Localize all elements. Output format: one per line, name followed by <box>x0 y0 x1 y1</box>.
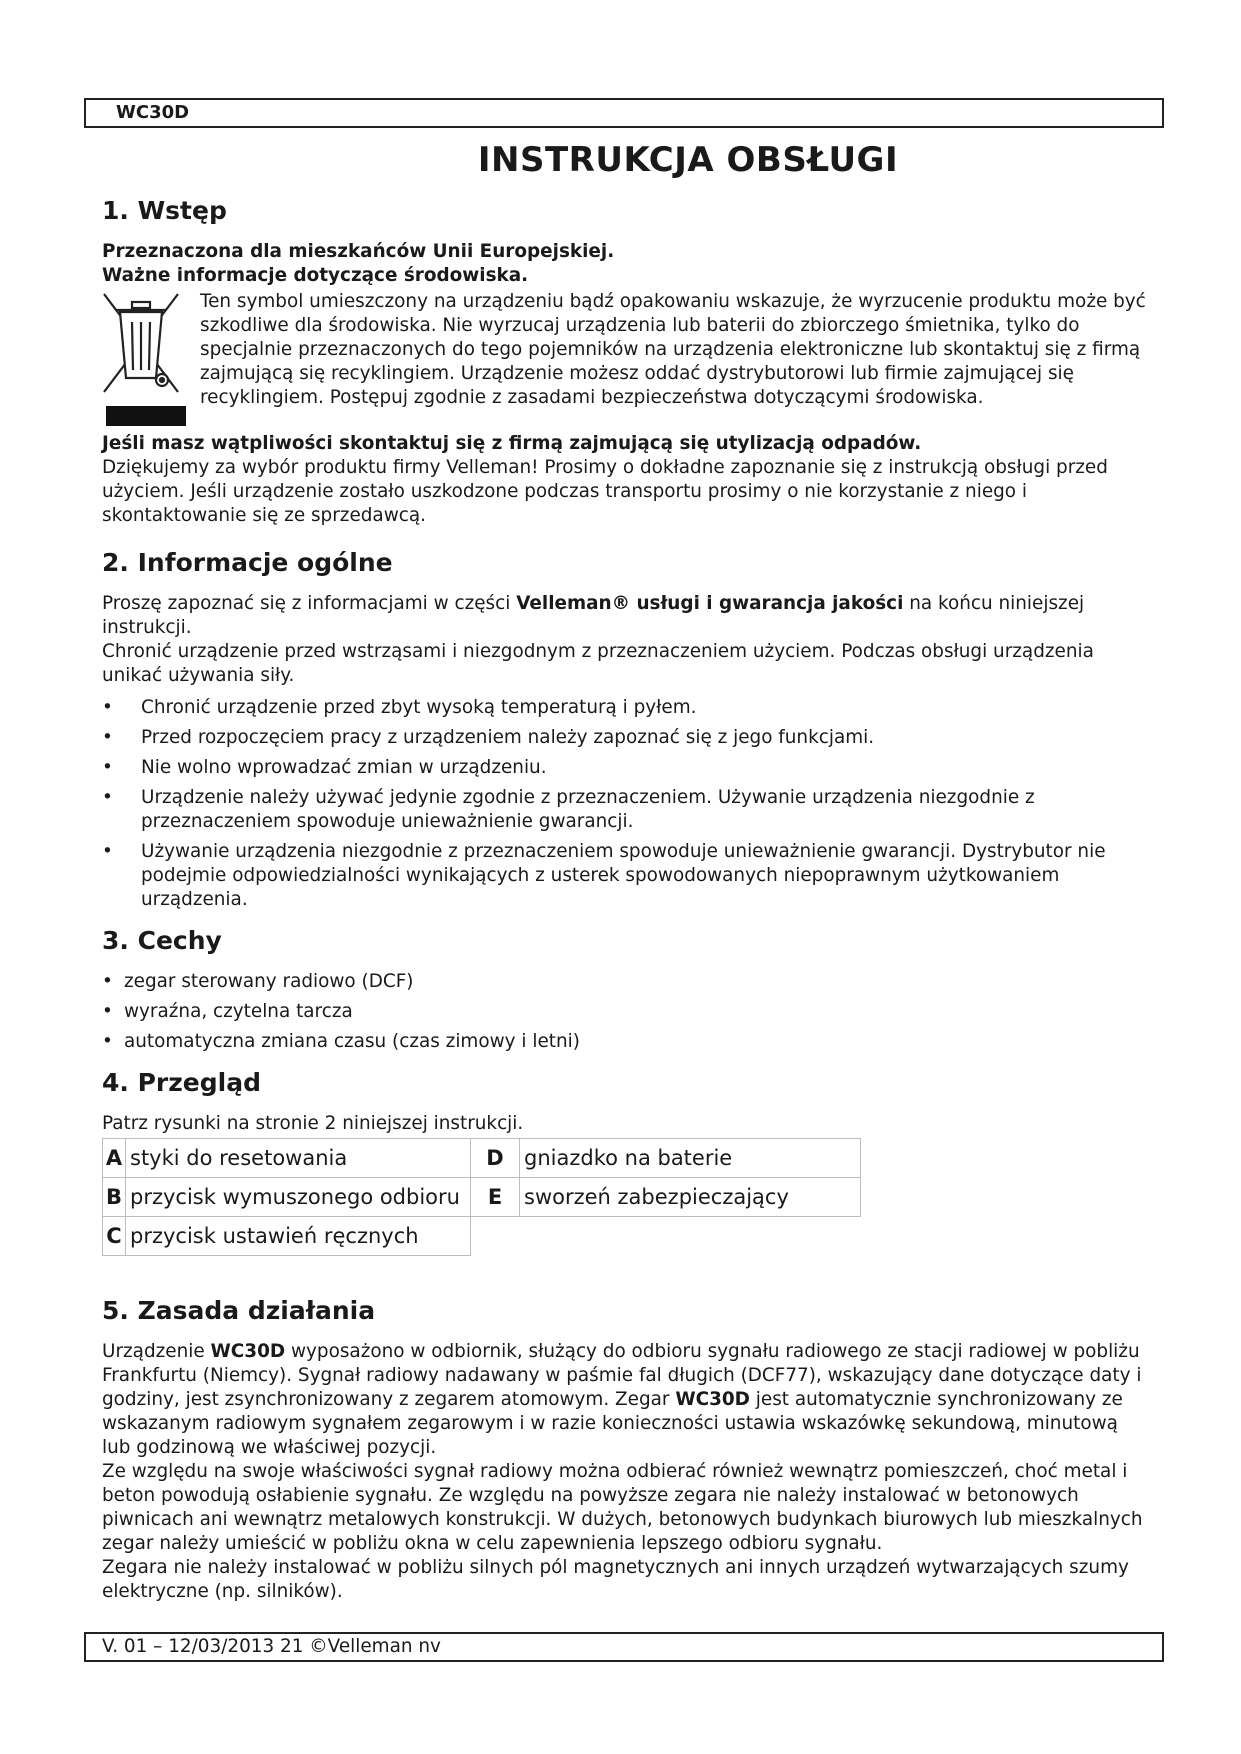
eu-notice: Przeznaczona dla mieszkańców Unii Europejskiej. <box>102 241 615 262</box>
section-heading-operation: 5. Zasada działania <box>102 1296 376 1325</box>
disposal-contact-notice: Jeśli masz wątpliwości skontaktuj się z firmą zajmującą się utylizacją odpadów. <box>102 433 922 454</box>
general-p1-tail: na końcu niniejszej instrukcji. <box>102 593 1085 638</box>
footer-version: V. 01 – 12/03/2013 21 ©Velleman nv <box>102 1636 441 1657</box>
weee-block <box>102 290 1152 432</box>
model-name: WC30D <box>210 1341 286 1362</box>
part-label: przycisk wymuszonego odbioru <box>126 1178 471 1217</box>
features-list <box>102 970 1152 1054</box>
list-item: • wyraźna, czytelna tarcza <box>102 1000 1152 1024</box>
weee-text: Ten symbol umieszczony na urządzeniu bądź opakowaniu wskazuje, że wyrzucenie produktu może być szkodliwe dla środowiska. Nie wyrzucaj urządzenia lub baterii do zbiorczego śmietnika, tylko do specjalnie przeznaczonych do tego pojemników na urządzenia elektroniczne lub skontaktuj się z firmą zajmującą się recyklingiem. Urządzenie możesz oddać dystrybutorowi lub firmie zajmującej się recyklingiem. Postępuj zgodnie z zasadami bezpieczeństwa dotyczącymi środowiska. <box>200 291 1146 408</box>
part-label: gniazdko na baterie <box>520 1139 861 1178</box>
operation-p1-a: Urządzenie <box>102 1341 211 1362</box>
warranty-reference: Velleman® usługi i gwarancja jakości <box>516 593 904 614</box>
parts-table <box>102 1138 861 1256</box>
section-heading-features: 3. Cechy <box>102 926 222 955</box>
general-bullet-list <box>102 696 1152 912</box>
table-row <box>103 1178 861 1217</box>
operation-p1-b: wyposażono w odbiornik, służący do odbioru sygnału radiowego ze stacji radiowej w pobliżu Frankfurtu (Niemcy). Sygnał radiowy nadawany w paśmie fal długich (DCF77), wskazujący dane dotyczące daty i godziny, jest zsynchronizowany z zegarem atomowym. Zegar <box>102 1341 1142 1410</box>
list-item: • Używanie urządzenia niezgodnie z przeznaczeniem spowoduje unieważnienie gwarancji. Dystrybutor nie podejmie odpowiedzialności wynikających z usterek spowodowanych niepoprawnym użytkowaniem urządzenia. <box>102 840 1152 912</box>
list-item: • Urządzenie należy używać jedynie zgodnie z przeznaczeniem. Używanie urządzenia niezgodnie z przeznaczeniem spowoduje unieważnienie gwarancji. <box>102 786 1152 834</box>
general-p1-text: Proszę zapoznać się z informacjami w części <box>102 593 517 614</box>
part-label: sworzeń zabezpieczający <box>520 1178 861 1217</box>
thanks-paragraph: Dziękujemy za wybór produktu firmy Velleman! Prosimy o dokładne zapoznanie się z instrukcją obsługi przed użyciem. Jeśli urządzenie zostało uszkodzone podczas transportu prosimy o nie korzystanie z niego i skontaktowanie się ze sprzedawcą. <box>102 457 1108 526</box>
part-letter: B <box>103 1178 126 1217</box>
section-heading-general: 2. Informacje ogólne <box>102 548 393 577</box>
footer-box <box>84 1632 1164 1662</box>
list-item: • Chronić urządzenie przed zbyt wysoką temperaturą i pyłem. <box>102 696 1152 720</box>
part-letter: A <box>103 1139 126 1178</box>
general-paragraph-1 <box>102 592 1152 640</box>
list-item: • automatyczna zmiana czasu (czas zimowy i letni) <box>102 1030 1152 1054</box>
overview-intro: Patrz rysunki na stronie 2 niniejszej instrukcji. <box>102 1113 524 1134</box>
header-model: WC30D <box>116 102 190 123</box>
part-label: styki do resetowania <box>126 1139 471 1178</box>
operation-paragraph-2: Ze względu na swoje właściwości sygnał radiowy można odbierać również wewnątrz pomieszczeń, choć metal i beton powodują osłabienie sygnału. Ze względu na powyższe zegara nie należy instalować w betonowych piwnicach ani wewnątrz metalowych konstrukcji. W dużych, betonowych budynkach biurowych lub mieszkalnych zegar należy umieścić w pobliżu okna w celu zapewnienia lepszego odbioru sygnału. <box>102 1461 1143 1554</box>
general-paragraph-2: Chronić urządzenie przed wstrząsami i niezgodnym z przeznaczeniem użyciem. Podczas obsługi urządzenia unikać używania siły. <box>102 641 1094 686</box>
page-title: INSTRUKCJA OBSŁUGI <box>477 140 899 180</box>
weee-bin-icon <box>100 290 198 432</box>
operation-p1-c: jest automatycznie synchronizowany ze wskazanym radiowym sygnałem zegarowym i w razie konieczności ustawia wskazówkę sekundową, minutową lub godzinową we właściwej pozycji. <box>102 1389 1123 1458</box>
section-heading-intro: 1. Wstęp <box>102 196 227 225</box>
table-row <box>103 1217 861 1256</box>
list-item: • Nie wolno wprowadzać zmian w urządzeniu. <box>102 756 1152 780</box>
part-letter: E <box>471 1178 520 1217</box>
document-body <box>102 194 1152 1604</box>
part-letter: D <box>471 1139 520 1178</box>
header-model-box <box>84 98 1164 128</box>
operation-paragraph-1 <box>102 1340 1152 1460</box>
part-letter: C <box>103 1217 126 1256</box>
model-name: WC30D <box>675 1389 750 1410</box>
part-label: przycisk ustawień ręcznych <box>126 1217 471 1256</box>
operation-paragraph-3: Zegara nie należy instalować w pobliżu silnych pól magnetycznych ani innych urządzeń wytwarzających szumy elektryczne (np. silników). <box>102 1557 1129 1602</box>
environment-notice: Ważne informacje dotyczące środowiska. <box>102 265 529 286</box>
section-heading-overview: 4. Przegląd <box>102 1068 261 1097</box>
list-item: • Przed rozpoczęciem pracy z urządzeniem należy zapoznać się z jego funkcjami. <box>102 726 1152 750</box>
list-item: • zegar sterowany radiowo (DCF) <box>102 970 1152 994</box>
table-row <box>103 1139 861 1178</box>
